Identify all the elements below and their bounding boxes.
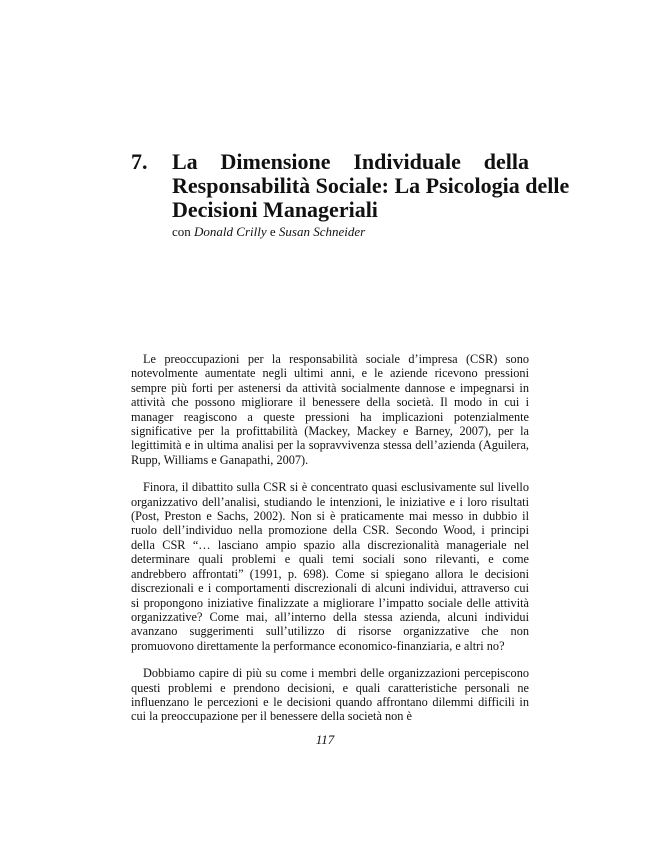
byline-prefix: con (172, 224, 191, 239)
paragraph: Finora, il dibattito sulla CSR si è concentrato quasi esclusivamente sul livello organizzativo dell’analisi, studiando le intenzioni, le iniziative e i loro risultati (Post, Preston e Sachs, 2002). Non si è praticamente mai messo in dubbio il ruolo dell’individuo nella promozione della CSR. Secondo Wood, i principi della CSR “… lasciano ampio spazio alla discrezionalità manageriale nel determinare quali problemi e quali temi sociali sono rilevanti, e come andrebbero affrontati” (1991, p. 698). Come si spiegano allora le decisioni discrezionali e i comportamenti discrezionali di alcuni individui, attraverso cui si propongono iniziative finalizzate a migliorare l’impatto sociale delle attività organizzative? Come mai, all’interno della stessa azienda, alcuni individui avanzano suggerimenti sull’utilizzo di risorse organizzative che non promuovono direttamente la performance economico-finanziaria, e altri no? (131, 480, 529, 653)
byline-conjunction: e (269, 224, 276, 239)
paragraph: Le preoccupazioni per la responsabilità sociale d’impresa (CSR) sono notevolmente aumentate negli ultimi anni, e le aziende ricevono pressioni sempre più forti per astenersi da attività socialmente dannose e impegnarsi in attività che possono migliorare il benessere della società. Il modo in cui i manager reagiscono a queste pressioni ha implicazioni potenzialmente significative per la profittabilità (Mackey, Mackey e Barney, 2007), per la legittimità e in ultima analisi per la sopravvivenza stessa dell’azienda (Aguilera, Rupp, Williams e Ganapathi, 2007). (131, 352, 529, 467)
chapter-title-line: La Dimensione Individuale della (172, 149, 529, 174)
body-text (131, 352, 529, 737)
chapter-byline (172, 224, 365, 240)
chapter-number: 7. (131, 149, 148, 174)
author-name: Susan Schneider (278, 224, 366, 239)
chapter-title (172, 149, 570, 222)
paragraph: Dobbiamo capire di più su come i membri delle organizzazioni percepiscono questi problemi e prendono decisioni, e quali caratteristiche personali ne influenzano le percezioni e le decisioni quando affrontano dilemmi difficili in cui la preoccupazione per il benessere della società non è (131, 666, 529, 724)
chapter-title-line: Decisioni Manageriali (172, 197, 378, 222)
author-name: Donald Crilly (194, 224, 267, 239)
chapter-title-line: Responsabilità Sociale: La Psicologia delle (172, 173, 570, 198)
page-number: 117 (315, 732, 335, 747)
